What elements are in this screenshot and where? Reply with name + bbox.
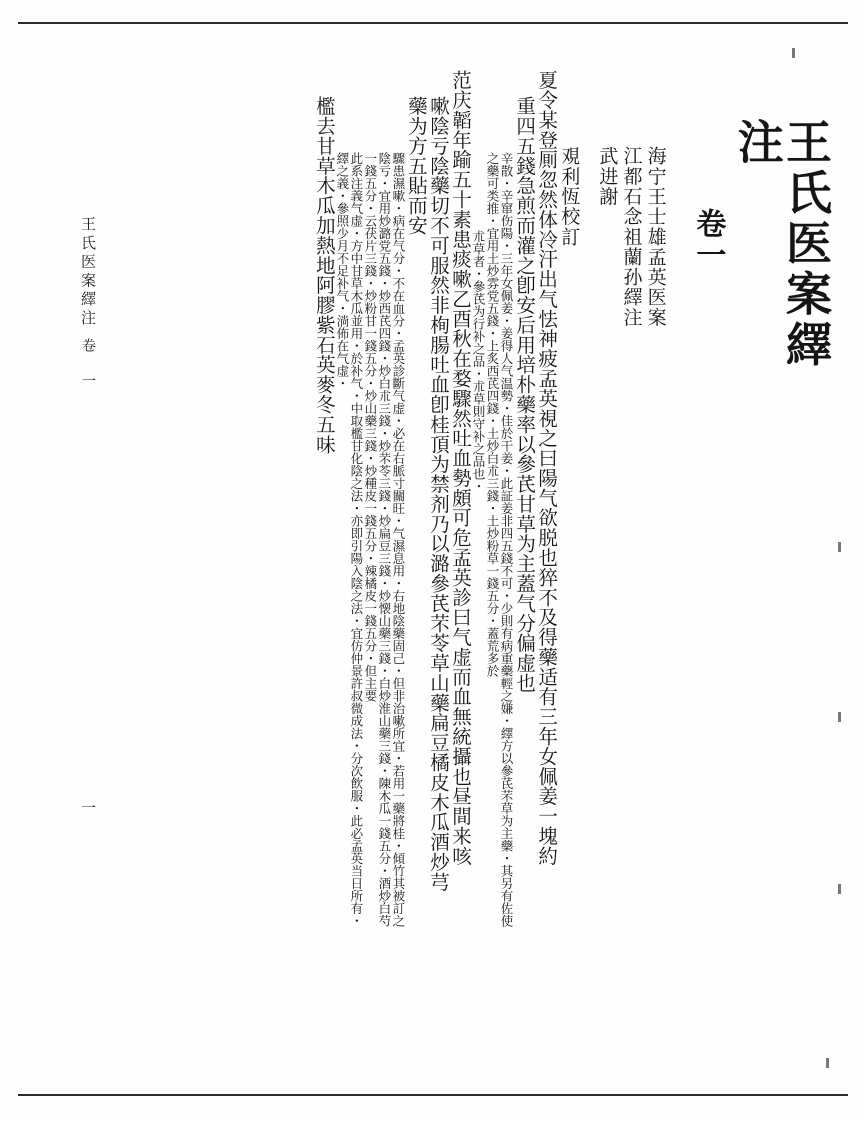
annotation-column-1: 辛散・辛窜伤陽・三年女佩姜・姜得人气温勢・佳於干姜・此証姜非四五錢不可・少則有病重藥輕之嫌・繹方以參芪芣草为主藥・其另有佐使之藥可类推・宜用土炒雰党五錢・上炙西芪四錢・土炒白朮三錢・土炒粉草一錢五分・蓋荒多於 xyxy=(485,152,515,927)
body-column-3: 范庆韜年踰五十素患痰嗽乙酉秋在婺驟然吐血勢頗可危孟英診曰气虚而血無統攝也昼間来咳 xyxy=(449,70,473,866)
body-column-4: 嗽陰亏陰藥切不可服然非栒腸吐血卽桂頂为禁剂乃以潞參芪芣苓草山藥扁豆橘皮木瓜酒炒芎 xyxy=(426,96,450,892)
body-column-5: 藥为方五貼而安 xyxy=(404,96,428,236)
page-number: 一 xyxy=(79,800,97,815)
page-content xyxy=(30,40,836,1080)
byline-collator-name: 覌利恆校訂 xyxy=(558,146,581,247)
byline-annotator: 江都石念祖蘭孙繹注 xyxy=(620,146,643,328)
scan-tick-mark xyxy=(838,542,841,552)
scan-tick-mark xyxy=(838,712,841,722)
volume-label: 卷一 xyxy=(690,208,726,271)
byline-collator-place: 武进謝 xyxy=(596,146,619,207)
body-column-6: 檻去甘草木瓜加熱地阿膠紫石英麥冬五味 xyxy=(312,96,336,455)
running-head-volume: 卷 一 xyxy=(80,338,96,391)
scan-tick-mark xyxy=(838,884,841,894)
body-column-2: 重四五錢急煎而灌之卽安后用培朴藥率以參芪甘草为主蓋气分偏虚也 xyxy=(513,96,537,693)
annotation-column-2: 朮草者・參芪为行补之品・朮草則守补之品也・ xyxy=(471,230,487,493)
annotation-column-4: 此系注義气虚・方中甘草木瓜並用・於补气・中取檻甘化陰之法・亦即引陽入陰之法・宜仿仲景許叔微成法・分次飲服・此必孟英当日所有・繹之義・參照少月不足补气・淌佈在气虚・ xyxy=(334,152,364,927)
page-bottom-rule xyxy=(18,1094,848,1096)
byline-author: 海宁王士雄孟英医案 xyxy=(644,146,667,328)
page-top-rule xyxy=(18,22,848,24)
running-head-title: 王氏医案繹注 xyxy=(79,216,97,329)
page-title: 王氏医案繹注 xyxy=(730,118,833,371)
body-column-1: 夏令某登厠忽然体冷汗出气怯神疲孟英視之曰陽气欲脱也猝不及得藥适有三年女佩姜一塊約 xyxy=(535,70,559,866)
title-block xyxy=(666,118,833,398)
annotation-column-3: 驟患濕嗽・病在气分・不在血分・孟英診斷气虚・必在右脈寸關旺・气濕息用・右地陰藥固己・但非治嗽所宜・若用一藥將桂・傾竹其被訂之陰亏・宜用炒潞党五錢・炒西芪四錢・炒白朮三錢・炒芣苓三錢・炒扁豆三錢・炒懐山藥三錢・白炒淮山藥三錢・陳木瓜一錢五分・酒炒白芍一錢五分・云茯片三錢・炒粉甘一錢五分・炒山藥三錢・炒種皮一錢五分・辣橘皮一錢五分・但主要 xyxy=(362,152,406,927)
